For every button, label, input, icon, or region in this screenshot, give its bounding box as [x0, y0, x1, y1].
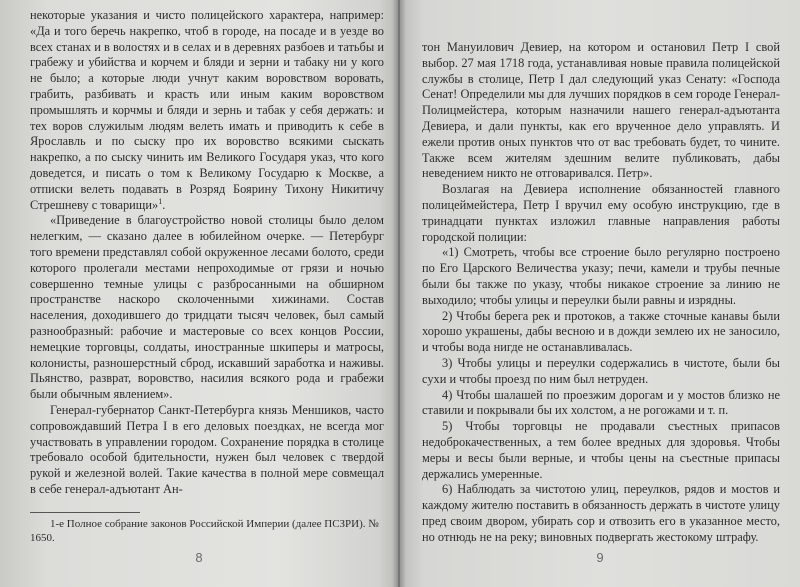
left-page	[0, 0, 398, 587]
right-page-text	[422, 40, 780, 546]
page-number: 8	[195, 550, 203, 565]
footnote: 1-е Полное собрание законов Российской Империи (далее ПСЗРИ). № 1650.	[30, 517, 379, 544]
footnote-marker: 1	[158, 196, 163, 206]
footnote-divider	[30, 512, 140, 513]
paragraph: некоторые указания и чисто полицейского характера, например: «Да и того беречь накрепко, чтоб в городе, на посаде и в уезде во всех станах и в волостях и в селах и в деревнях разбоев и татьбы и грабежу и убийства и корчем и бляди и зерни и табаку ни у кого не было; а которые люди учнут каким воровством воровать, грабить, разбивать и красть или иным каким воровством промышлять и корчмы и бляди и зернь и табак у себя держать: и тех воров служилым людям велеть имать и приводить к себе в Ярославль и по сыску про их воровство всякими сыскать накрепко, а по сыску чинить им Великого Государя указ, что кого доведется, и писать о том к Великому Государю к Москве, а отписки велеть подавать в Розряд Боярину Тихону Никитичу Стрешневу с товарищи»$^1$.	[30, 8, 384, 212]
paragraph: 4) Чтобы шалашей по проезжим дорогам и у мостов близко не ставили и покрывали бы их холстом, а не рогожами и т. п.	[422, 387, 780, 418]
right-page	[400, 0, 800, 587]
left-page-text	[30, 8, 384, 498]
paragraph: Возлагая на Девиера исполнение обязанностей главного полицеймейстера, Петр I вручил ему особую инструкцию, где в тринадцати пунктах изложил главные направления работы городской полиции:	[422, 182, 780, 244]
paragraph: 2) Чтобы берега рек и протоков, а также сточные канавы были хорошо украшены, дабы весною и в дожди землею их не заносило, и чтобы вода нигде не останавливалась.	[422, 308, 780, 355]
page-number: 9	[596, 550, 604, 565]
paragraph: 5) Чтобы торговцы не продавали съестных припасов недоброкачественных, а тем более вредных для здоровья. Чтобы меры и весы были верные, и чтобы цены на съестные припасы держались умеренные.	[422, 419, 780, 481]
paragraph: тон Мануилович Девиер, на котором и остановил Петр I свой выбор. 27 мая 1718 года, устанавливая новые правила полицейской службы в столице, Петр I дал следующий указ Сенату: «Господа Сенат! Определили мы для лучших порядков в сем городе Генерал-Полицмейстера, которым назначили нашего генерал-адъютанта Девиера, и дали пункты, как его врученное дело управлять. И ежели против оных пунктов что от вас требовать будет, то чините. Также всем жителям здешним велите публиковать, дабы неведением никто не отговаривался. Петр».	[422, 40, 780, 181]
paragraph: «Приведение в благоустройство новой столицы было делом нелегким, — сказано далее в юбилейном очерке. — Петербург того времени представлял собой окруженное лесами болото, среди которого пролегали местами непроходимые от грязи и ночью совершенно темные улицы с разбросанными на обширном пространстве наскоро сколоченными хижинами. Состав населения, доходившего до тридцати тысяч человек, был самый разнообразный: рабочие и мастеровые со всех концов России, немецкие торговцы, солдаты, иностранные шкиперы и матросы, колонисты, разношерстный сброд, искавший заработка и наживы. Пьянство, разврат, воровство, насилия всякого рода и грабежи были обычным явлением».	[30, 213, 384, 402]
book-spine	[392, 0, 406, 587]
paragraph: Генерал-губернатор Санкт-Петербурга князь Меншиков, часто сопровождавший Петра I в его деловых поездках, не всегда мог участвовать в управлении городом. Сохранение порядка в столице требовало особой бдительности, нужен был человек с твердой рукой и железной волей. Такие качества в полной мере совмещал в себе генерал-адъютант Ан-	[30, 402, 384, 496]
paragraph: «1) Смотреть, чтобы все строение было регулярно построено по Его Царского Величества указу; печи, камели и трубы печные были бы также по указу, чтобы никакое строение за линию не выходило; чтобы улицы и переулки были равны и изрядны.	[422, 245, 780, 307]
paragraph: 3) Чтобы улицы и переулки содержались в чистоте, были бы сухи и чтобы проезд по ним был нетруден.	[422, 355, 780, 386]
paragraph: 6) Наблюдать за чистотою улиц, переулков, рядов и мостов и каждому жителю поставить в обязанность держать в чистоте улицу пред своим двором, убирать сор и отвозить его в указанное место, но отнюдь не на реку; виновных подвергать жестокому штрафу.	[422, 482, 780, 544]
